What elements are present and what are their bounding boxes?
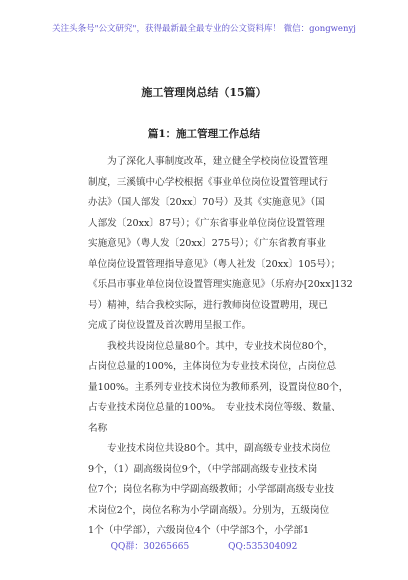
body-line: 为了深化人事制度改革，建立健全学校岗位设置管理 bbox=[88, 156, 328, 167]
body-line: 9个，（1）副高级岗位9个，（中学部副高级专业技术岗 bbox=[88, 463, 318, 475]
body-line: 人部发〔20xx〕87号）；《广东省事业单位岗位设置管理 bbox=[88, 217, 325, 229]
body-line: 制度，三溪镇中心学校根据《事业单位岗位设置管理试行 bbox=[88, 176, 328, 188]
body-line: 我校共设岗位总量80个。其中，专业技术岗位80个， bbox=[88, 340, 334, 352]
body-line: 名称 bbox=[88, 422, 108, 434]
body-line: 办法》（国人部发〔20xx〕70号）及其《实施意见》（国 bbox=[88, 197, 325, 208]
document-body bbox=[88, 152, 353, 542]
body-line: 单位岗位设置管理指导意见》（粤人社发〔20xx〕105号）； bbox=[88, 258, 341, 270]
body-line: 号）精神，结合我校实际，进行教师岗位设置聘用，现已 bbox=[88, 299, 328, 311]
body-line: 占岗位总量的100%，主体岗位为专业技术岗位，占岗位总 bbox=[88, 361, 337, 372]
footer-qq-group: QQ群：30265665 bbox=[110, 542, 190, 552]
footer-qq-contact: QQ:535304092 bbox=[228, 542, 298, 552]
body-line: 实施意见》（粤人发〔20xx〕275号）；《广东省教育事业 bbox=[88, 238, 327, 249]
body-line: 量100%。主系列专业技术岗位为教师系列，设置岗位80个， bbox=[88, 381, 349, 393]
body-line: 《乐昌市事业单位岗位设置管理实施意见》（乐府办[20xx]132 bbox=[88, 279, 353, 290]
section-heading: 篇1：施工管理工作总结 bbox=[147, 128, 261, 140]
body-line: 占专业技术岗位总量的100%。 专业技术岗位等级、数量、 bbox=[88, 402, 341, 413]
body-line: 位7个；岗位名称为中学副高级教师；小学部副高级专业技 bbox=[88, 484, 334, 495]
body-line: 专业技术岗位共设80个。其中，副高级专业技术岗位 bbox=[88, 443, 331, 454]
body-line: 术岗位2个，岗位名称为小学副高级）。分别为，五级岗位 bbox=[88, 504, 330, 516]
body-line: 完成了岗位设置及首次聘用呈报工作。 bbox=[88, 320, 252, 331]
header-banner: 关注头条号"公文研究"，获得最新最全最专业的公文资料库！ 微信：gongwenyj bbox=[52, 24, 356, 34]
footer bbox=[0, 539, 408, 552]
body-line: 1个（中学部），六级岗位4个（中学部3个，小学部1 bbox=[88, 525, 310, 536]
document-title: 施工管理岗总结（15篇） bbox=[141, 86, 267, 99]
